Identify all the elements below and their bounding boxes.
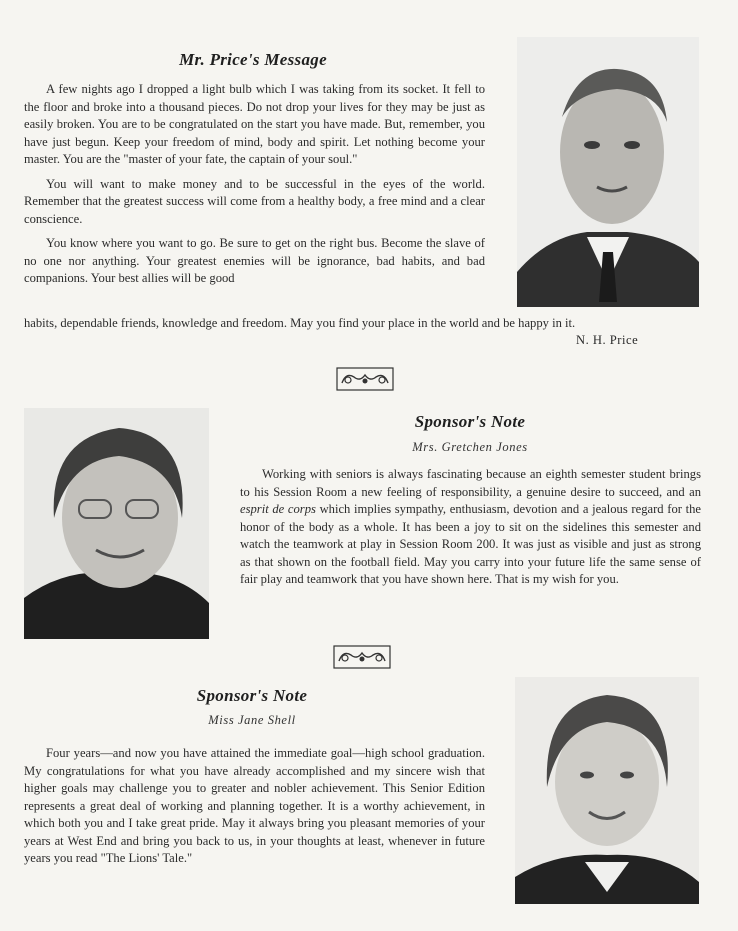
price-message-body xyxy=(24,81,485,288)
jones-text-part-2: which implies sympathy, enthusiasm, devotion and a jealous regard for the honor of the body as a whole. It has been a joy to sit on the sidelines this semester and watch the teamwork at play in Session Room 200. It was just as visible and just as strong as that shown on the football field. May you carry into your future life the same sense of fair play and teamwork that you have shown here. That is my wish for you. xyxy=(240,502,701,586)
decorative-ornament-icon xyxy=(336,367,394,396)
price-message-title: Mr. Price's Message xyxy=(179,50,327,69)
shell-note-body xyxy=(24,745,485,875)
price-paragraph-3: You know where you want to go. Be sure to get on the right bus. Become the slave of no one nor anything. Your greatest enemies will be ignorance, bad habits, and bad companions. Your best allies will be good xyxy=(24,236,485,285)
price-paragraph-2: You will want to make money and to be successful in the eyes of the world. Remember that the greatest success will come from a healthy body, a free mind and a clear conscience. xyxy=(24,176,485,226)
decorative-ornament-icon xyxy=(333,645,391,674)
price-paragraph-1: A few nights ago I dropped a light bulb which I was taking from its socket. It fell to the floor and broke into a thousand pieces. Do not drop your lives for they may be just as easily broken. You are to be congratulated on the start you have made. But, remember, you have just begun. Keep your freedom of mind, body and spirit. Let nothing become your master. You are the "master of your fate, the captain of your soul." xyxy=(24,82,485,166)
jones-note-author: Mrs. Gretchen Jones xyxy=(412,440,528,454)
jones-note-body xyxy=(240,466,701,596)
jones-portrait-photo xyxy=(24,408,209,639)
jones-text-part-1: Working with seniors is always fascinating because an eighth semester student brings to his Session Room a new feeling of responsibility, a genuine desire to succeed, and an xyxy=(240,467,701,499)
price-portrait-photo xyxy=(517,37,699,307)
shell-portrait-photo xyxy=(515,677,699,904)
shell-paragraph-1: Four years—and now you have attained the immediate goal—high school graduation. My congratulations for what you have already accomplished and my sincere wish that higher goals may challenge you to greater and nobler achievement. This Senior Edition represents a great deal of working and planning together. It is a worthy achievement, in which both you and I take great pride. May it always bring you pleasant memories of your years at West End and bring you back to us, in your thoughts at least, whenever in future years you read "The Lions' Tale." xyxy=(24,746,485,865)
price-signature: N. H. Price xyxy=(576,333,639,347)
jones-note-title: Sponsor's Note xyxy=(414,412,526,431)
shell-note-title: Sponsor's Note xyxy=(196,686,308,705)
jones-paragraph-1 xyxy=(240,466,701,589)
jones-text-italic: esprit de corps xyxy=(240,502,316,516)
shell-note-author: Miss Jane Shell xyxy=(208,713,296,727)
price-paragraph-3-tail: habits, dependable friends, knowledge and freedom. May you find your place in the world and be happy in it. xyxy=(24,316,576,330)
